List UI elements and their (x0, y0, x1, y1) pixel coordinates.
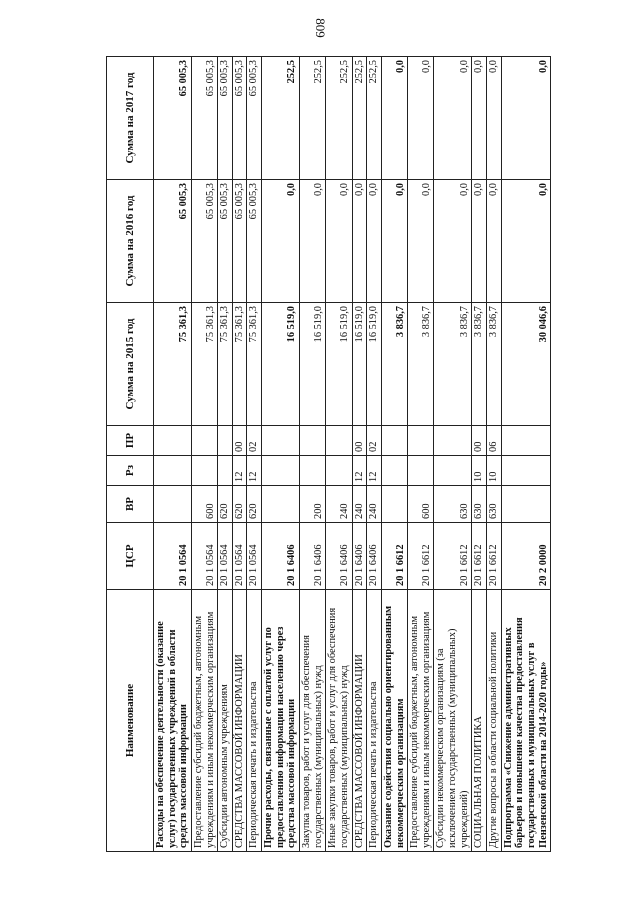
row-sum-2017: 0,0 (408, 57, 434, 180)
row-csr: 20 1 6406 (352, 523, 367, 590)
col-header-vr: ВР (107, 486, 154, 523)
row-sum-2017: 0,0 (434, 57, 472, 180)
row-sum-2015: 75 361,3 (218, 303, 233, 426)
row-rz: 12 (247, 456, 262, 486)
row-name: СОЦИАЛЬНАЯ ПОЛИТИКА (472, 590, 487, 852)
row-csr: 20 1 0564 (247, 523, 262, 590)
row-sum-2016: 0,0 (472, 180, 487, 303)
row-name: Иные закупки товаров, работ и услуг для обеспечения государственных (муниципальных) нужд (326, 590, 352, 852)
row-vr (154, 486, 192, 523)
row-csr: 20 1 6612 (472, 523, 487, 590)
row-sum-2016: 65 005,3 (247, 180, 262, 303)
row-rz (262, 456, 300, 486)
row-sum-2016: 0,0 (434, 180, 472, 303)
row-sum-2015: 16 519,0 (352, 303, 367, 426)
table-row (367, 57, 382, 852)
row-pr (434, 426, 472, 456)
col-header-pr: ПР (107, 426, 154, 456)
row-rz: 10 (472, 456, 487, 486)
row-rz (154, 456, 192, 486)
row-pr (501, 426, 551, 456)
row-vr: 200 (300, 486, 326, 523)
row-pr (218, 426, 233, 456)
row-sum-2015: 75 361,3 (154, 303, 192, 426)
row-name: Прочие расходы, связанные с оплатой услуг по предоставлению информации населению через средства массовой информации (262, 590, 300, 852)
row-vr: 240 (326, 486, 352, 523)
row-name: Подпрограмма «Снижение административных барьеров и повышение качества предоставления государственных и муниципальных услуг в Пензенской области на 2014-2020 годы» (501, 590, 551, 852)
row-name: Периодическая печать и издательства (247, 590, 262, 852)
row-sum-2015: 16 519,0 (300, 303, 326, 426)
row-sum-2017: 0,0 (381, 57, 407, 180)
row-rz: 12 (232, 456, 247, 486)
row-sum-2015: 16 519,0 (262, 303, 300, 426)
table-row (501, 57, 551, 852)
row-name: Субсидии некоммерческим организациям (за исключением государственных (муниципальных) учреждений) (434, 590, 472, 852)
row-pr (262, 426, 300, 456)
col-header-sum-2016: Сумма на 2016 год (107, 180, 154, 303)
row-vr: 620 (232, 486, 247, 523)
row-sum-2016: 0,0 (300, 180, 326, 303)
col-header-csr: ЦСР (107, 523, 154, 590)
row-sum-2016: 0,0 (367, 180, 382, 303)
row-rz (381, 456, 407, 486)
row-sum-2015: 3 836,7 (381, 303, 407, 426)
table-row (487, 57, 502, 852)
row-pr (408, 426, 434, 456)
row-sum-2016: 0,0 (408, 180, 434, 303)
row-vr: 240 (352, 486, 367, 523)
row-sum-2015: 75 361,3 (191, 303, 217, 426)
row-rz (218, 456, 233, 486)
row-sum-2017: 252,5 (326, 57, 352, 180)
table-row (408, 57, 434, 852)
row-sum-2015: 30 046,6 (501, 303, 551, 426)
row-rz (408, 456, 434, 486)
row-sum-2016: 0,0 (352, 180, 367, 303)
table-row (247, 57, 262, 852)
col-header-sum-2017: Сумма на 2017 год (107, 57, 154, 180)
row-sum-2015: 16 519,0 (326, 303, 352, 426)
row-vr: 600 (408, 486, 434, 523)
row-pr: 02 (367, 426, 382, 456)
row-sum-2015: 16 519,0 (367, 303, 382, 426)
row-vr: 630 (472, 486, 487, 523)
row-csr: 20 1 0564 (154, 523, 192, 590)
row-sum-2017: 65 005,3 (154, 57, 192, 180)
row-sum-2017: 65 005,3 (232, 57, 247, 180)
row-sum-2016: 65 005,3 (191, 180, 217, 303)
row-vr: 630 (434, 486, 472, 523)
row-sum-2017: 0,0 (472, 57, 487, 180)
row-vr: 240 (367, 486, 382, 523)
row-sum-2016: 0,0 (487, 180, 502, 303)
row-sum-2017: 252,5 (352, 57, 367, 180)
row-vr: 620 (218, 486, 233, 523)
table-row (232, 57, 247, 852)
table-row (154, 57, 192, 852)
row-sum-2017: 65 005,3 (247, 57, 262, 180)
row-name: Предоставление субсидий бюджетным, автономным учреждениям и иным некоммерческим организациям (191, 590, 217, 852)
row-pr: 02 (247, 426, 262, 456)
row-name: Оказание содействия социально ориентированным некоммерческим организациям (381, 590, 407, 852)
table-row (472, 57, 487, 852)
row-csr: 20 1 0564 (232, 523, 247, 590)
row-name: Расходы на обеспечение деятельности (оказание услуг) государственных учреждений в области средств массовой информации (154, 590, 192, 852)
row-pr (381, 426, 407, 456)
row-name: Закупка товаров, работ и услуг для обеспечения государственных (муниципальных) нужд (300, 590, 326, 852)
row-sum-2017: 65 005,3 (218, 57, 233, 180)
table-row (262, 57, 300, 852)
page-number: 809 (313, 18, 328, 38)
row-vr (381, 486, 407, 523)
row-rz (300, 456, 326, 486)
col-header-name: Наименование (107, 590, 154, 852)
row-sum-2015: 75 361,3 (232, 303, 247, 426)
row-rz (434, 456, 472, 486)
table-row (218, 57, 233, 852)
row-rz: 12 (367, 456, 382, 486)
row-sum-2016: 65 005,3 (232, 180, 247, 303)
row-sum-2015: 3 836,7 (472, 303, 487, 426)
row-vr: 600 (191, 486, 217, 523)
row-name: Предоставление субсидий бюджетным, автономным учреждениям и иным некоммерческим организациям (408, 590, 434, 852)
row-csr: 20 1 6612 (434, 523, 472, 590)
row-csr: 20 1 6612 (487, 523, 502, 590)
row-name: СРЕДСТВА МАССОВОЙ ИНФОРМАЦИИ (232, 590, 247, 852)
row-rz: 10 (487, 456, 502, 486)
col-header-rz: Рз (107, 456, 154, 486)
row-sum-2016: 0,0 (326, 180, 352, 303)
row-csr: 20 1 6406 (326, 523, 352, 590)
row-name: СРЕДСТВА МАССОВОЙ ИНФОРМАЦИИ (352, 590, 367, 852)
row-vr: 620 (247, 486, 262, 523)
table-row (381, 57, 407, 852)
table-body (154, 57, 551, 852)
row-sum-2015: 3 836,7 (434, 303, 472, 426)
row-sum-2017: 0,0 (501, 57, 551, 180)
table-row (326, 57, 352, 852)
row-pr (300, 426, 326, 456)
row-name: Периодическая печать и издательства (367, 590, 382, 852)
row-rz: 12 (352, 456, 367, 486)
row-vr: 630 (487, 486, 502, 523)
row-pr: 00 (352, 426, 367, 456)
row-pr (326, 426, 352, 456)
row-name: Другие вопросы в области социальной политики (487, 590, 502, 852)
row-sum-2015: 3 836,7 (487, 303, 502, 426)
row-sum-2017: 65 005,3 (191, 57, 217, 180)
row-csr: 20 1 0564 (191, 523, 217, 590)
row-sum-2016: 0,0 (381, 180, 407, 303)
row-pr: 00 (232, 426, 247, 456)
row-csr: 20 2 0000 (501, 523, 551, 590)
header-row (107, 57, 154, 852)
row-rz (501, 456, 551, 486)
row-csr: 20 1 6612 (381, 523, 407, 590)
table-row (434, 57, 472, 852)
row-sum-2017: 252,5 (262, 57, 300, 180)
table-row (352, 57, 367, 852)
row-sum-2016: 65 005,3 (218, 180, 233, 303)
row-csr: 20 1 6406 (300, 523, 326, 590)
row-csr: 20 1 6406 (262, 523, 300, 590)
row-pr (191, 426, 217, 456)
row-csr: 20 1 6612 (408, 523, 434, 590)
budget-table-container (106, 57, 549, 852)
row-sum-2016: 65 005,3 (154, 180, 192, 303)
row-name: Субсидии автономным учреждениям (218, 590, 233, 852)
budget-table (106, 56, 551, 852)
row-sum-2016: 0,0 (262, 180, 300, 303)
col-header-sum-2015: Сумма на 2015 год (107, 303, 154, 426)
row-vr (262, 486, 300, 523)
row-sum-2017: 252,5 (367, 57, 382, 180)
row-rz (191, 456, 217, 486)
row-pr: 06 (487, 426, 502, 456)
table-row (191, 57, 217, 852)
row-rz (326, 456, 352, 486)
row-sum-2016: 0,0 (501, 180, 551, 303)
row-pr: 00 (472, 426, 487, 456)
row-sum-2015: 75 361,3 (247, 303, 262, 426)
row-csr: 20 1 6406 (367, 523, 382, 590)
row-csr: 20 1 0564 (218, 523, 233, 590)
row-sum-2017: 252,5 (300, 57, 326, 180)
row-sum-2017: 0,0 (487, 57, 502, 180)
row-vr (501, 486, 551, 523)
row-sum-2015: 3 836,7 (408, 303, 434, 426)
table-row (300, 57, 326, 852)
row-pr (154, 426, 192, 456)
